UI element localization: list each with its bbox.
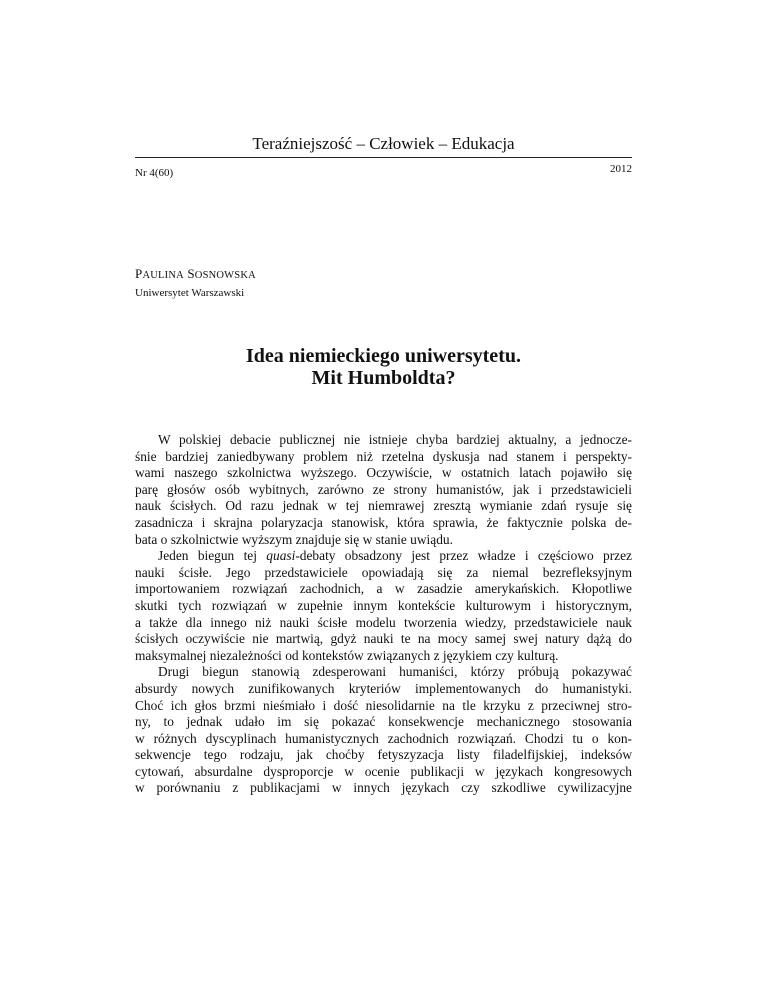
body-line: ny, to jednak udało im się pokazać konsekwencje mechanicznego stosowania (135, 714, 632, 730)
body-paragraph (135, 548, 632, 664)
journal-title: Teraźniejszość – Człowiek – Edukacja (252, 134, 515, 153)
body-line: maksymalnej niezależności od kontekstów związanych z językiem czy kulturą. (135, 647, 559, 663)
author-affiliation: Uniwersytet Warszawski (135, 287, 245, 299)
body-line: zasadnicza i skrajna polaryzacja stanowisk, która sprawia, że faktycznie polska de- (135, 514, 632, 530)
author-name (135, 266, 256, 282)
body-line: w różnych dyscyplinach humanistycznych zachodnich rozwiązań. Chodzi tu o kon- (135, 730, 632, 746)
issue-number: Nr 4(60) (135, 167, 174, 179)
author-last-rest: OSNOWSKA (194, 270, 256, 281)
header-rule (135, 157, 632, 158)
body-line: a także dla innego niż nauki ścisłe modelu tworzenia wiedzy, przedstawiciele nauk (135, 614, 632, 630)
body-line: Jeden biegun tej quasi-debaty obsadzony jest przez władze i częściowo przez (158, 548, 632, 564)
article-title (135, 345, 632, 389)
body-line: skutki tych rozwiązań w zupełnie innym kontekście kulturowym i historycznym, (135, 597, 632, 613)
author-first-initial: P (135, 266, 143, 281)
body-line: Choć ich głos brzmi nieśmiało i dość niesolidarnie na tle krzyku z przeciwnej stro- (135, 697, 632, 713)
article-body (135, 432, 632, 797)
body-line: śnie bardziej zaniedbywany problem niż rzetelna dyskusja nad stanem i perspekty- (135, 448, 632, 464)
body-line: nauk ścisłych. Od razu jednak w tej niemrawej zresztą wymianie zdań rysuje się (135, 498, 632, 514)
body-line: wami naszego szkolnictwa wyższego. Oczywiście, w ostatnich latach pojawiło się (135, 465, 632, 481)
body-line: w porównaniu z publikacjami w innych językach czy szkodliwe cywilizacyjne (135, 780, 632, 796)
body-line: cytowań, absurdalne dysproporcje w ocenie publikacji w językach kongresowych (135, 763, 632, 779)
body-line: Drugi biegun stanowią zdesperowani humaniści, którzy próbują pokazywać (158, 664, 632, 680)
body-line: bata o szkolnictwie wyższym znajduje się w stanie uwiądu. (135, 531, 453, 547)
body-line: parę głosów osób wybitnych, zarówno ze strony humanistów, jak i przedstawicieli (135, 481, 632, 497)
issue-year: 2012 (610, 163, 632, 175)
author-last-initial: S (187, 266, 195, 281)
body-line: nauki ścisłe. Jego przedstawiciele opowiadają się za niemal bezrefleksyjnym (135, 564, 632, 580)
article-title-line-2: Mit Humboldta? (311, 367, 456, 389)
body-paragraph (135, 432, 632, 548)
body-line: importowaniem rozwiązań zachodnich, a w zasadzie amerykańskich. Kłopotliwe (135, 581, 632, 597)
body-line: absurdy nowych zunifikowanych kryteriów implementowanych do humanistyki. (135, 680, 632, 696)
body-paragraph (135, 664, 632, 797)
body-line: ścisłych oczywiście nie martwią, gdyż nauki te na mocy samej swej natury dążą do (135, 631, 632, 647)
body-line: sekwencje tego rodzaju, jak choćby fetyszyzacja listy filadelfijskiej, indeksów (135, 747, 632, 763)
author-first-rest: AULINA (142, 270, 184, 281)
body-line: W polskiej debacie publicznej nie istnieje chyba bardziej aktualny, a jednocze- (158, 432, 632, 447)
article-title-line-1: Idea niemieckiego uniwersytetu. (246, 345, 521, 367)
